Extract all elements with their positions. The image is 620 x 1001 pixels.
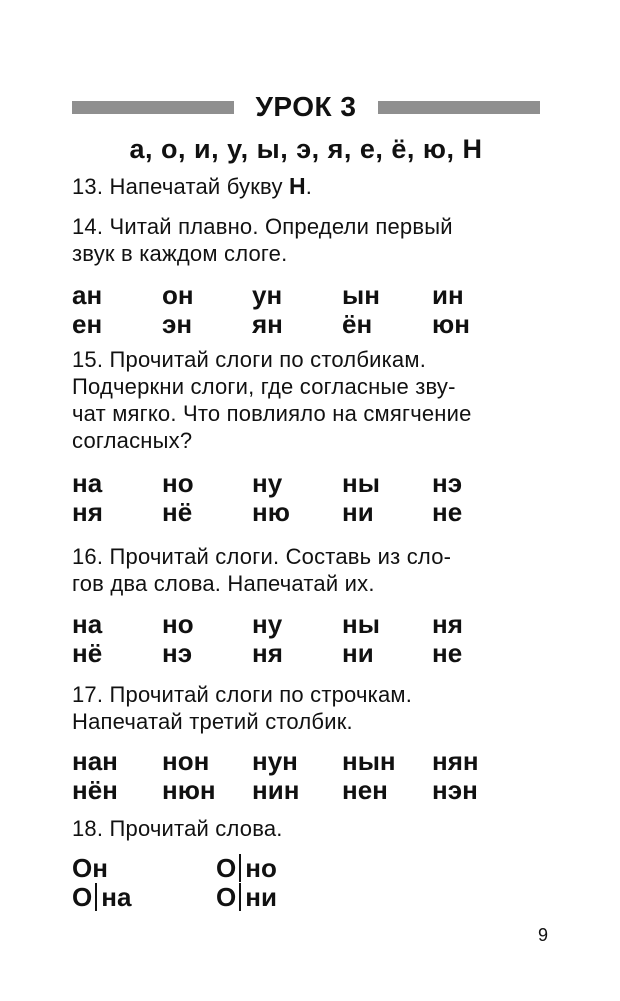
syllable: ны xyxy=(342,609,380,639)
syllable: нун xyxy=(252,746,298,776)
task-14 xyxy=(72,213,542,267)
word-oni xyxy=(216,882,277,912)
task-13-tail: . xyxy=(305,174,313,199)
syllable: ун xyxy=(252,280,283,310)
word-part: ни xyxy=(245,882,277,912)
syllable: ня xyxy=(252,638,283,668)
syllable: ня xyxy=(72,497,103,527)
syllable: ня xyxy=(432,609,463,639)
syllable: ын xyxy=(342,280,380,310)
syllable: нё xyxy=(72,638,103,668)
word-on xyxy=(72,853,108,883)
syllable: но xyxy=(162,609,194,639)
syllable: ан xyxy=(72,280,103,310)
task-15-line-4: согласных? xyxy=(72,428,193,453)
word-part: О xyxy=(216,853,237,883)
syllable: нан xyxy=(72,746,118,776)
word-ono xyxy=(216,853,277,883)
syllable: нё xyxy=(162,497,193,527)
task-14-line-1: 14. Читай плавно. Определи первый xyxy=(72,214,453,239)
task-16 xyxy=(72,543,542,597)
syllable: на xyxy=(72,468,103,498)
syllable: юн xyxy=(432,309,470,339)
syllable: нен xyxy=(342,775,388,805)
word-on-text: Он xyxy=(72,853,108,883)
task-13 xyxy=(72,173,542,200)
syllable: ен xyxy=(72,309,103,339)
letters-line: а, о, и, у, ы, э, я, е, ё, ю, Н xyxy=(129,134,483,164)
task-14-row-2 xyxy=(72,309,552,339)
task-13-letter: Н xyxy=(288,173,306,199)
lesson-header xyxy=(72,90,540,124)
syllable: на xyxy=(72,609,103,639)
task-17-row-1 xyxy=(72,746,552,776)
syllable: ни xyxy=(342,497,374,527)
task-15-row-2 xyxy=(72,497,552,527)
task-15-line-1: 15. Прочитай слоги по столбикам. xyxy=(72,347,427,372)
syllable: ни xyxy=(342,638,374,668)
syllable: нэ xyxy=(432,468,463,498)
task-16-line-2: гов два слова. Напечатай их. xyxy=(72,571,375,596)
syllable: нян xyxy=(432,746,479,776)
syllable: ян xyxy=(252,309,283,339)
page-number: 9 xyxy=(538,925,549,945)
syllable: нэн xyxy=(432,775,478,805)
syllable: ню xyxy=(252,497,290,527)
syllable: ён xyxy=(342,309,373,339)
header-bar-left xyxy=(72,101,234,114)
task-15-row-1 xyxy=(72,468,552,498)
header-bar-right xyxy=(378,101,540,114)
task-17 xyxy=(72,681,542,735)
task-18-text: 18. Прочитай слова. xyxy=(72,816,283,841)
task-16-row-1 xyxy=(72,609,552,639)
task-13-text: 13. Напечатай букву xyxy=(72,174,289,199)
syllable: ны xyxy=(342,468,380,498)
syllable-divider xyxy=(95,883,97,911)
syllable: нэ xyxy=(162,638,193,668)
syllable-divider xyxy=(239,854,241,882)
word-part: О xyxy=(216,882,237,912)
task-17-line-1: 17. Прочитай слоги по строчкам. xyxy=(72,682,413,707)
task-18 xyxy=(72,815,542,842)
syllable-divider xyxy=(239,883,241,911)
task-16-line-1: 16. Прочитай слоги. Составь из сло- xyxy=(72,544,452,569)
word-ona xyxy=(72,882,131,912)
task-15-line-2: Подчеркни слоги, где согласные зву- xyxy=(72,374,456,399)
syllable: он xyxy=(162,280,194,310)
task-14-row-1 xyxy=(72,280,552,310)
word-part: но xyxy=(245,853,277,883)
task-16-row-2 xyxy=(72,638,552,668)
syllable: нон xyxy=(162,746,210,776)
syllable: нин xyxy=(252,775,300,805)
syllable: не xyxy=(432,638,463,668)
syllable: нюн xyxy=(162,775,216,805)
syllable: ну xyxy=(252,609,283,639)
syllable: но xyxy=(162,468,194,498)
word-part: на xyxy=(101,882,132,912)
lesson-title: УРОК 3 xyxy=(255,91,357,122)
task-17-line-2: Напечатай третий столбик. xyxy=(72,709,353,734)
task-17-row-2 xyxy=(72,775,552,805)
task-15 xyxy=(72,346,542,454)
task-14-line-2: звук в каждом слоге. xyxy=(72,241,288,266)
word-part: О xyxy=(72,882,93,912)
syllable: эн xyxy=(162,309,193,339)
syllable: ин xyxy=(432,280,464,310)
syllable: не xyxy=(432,497,463,527)
task-15-line-3: чат мягко. Что повлияло на смягчение xyxy=(72,401,472,426)
syllable: ну xyxy=(252,468,283,498)
syllable: нын xyxy=(342,746,396,776)
syllable: нён xyxy=(72,775,118,805)
